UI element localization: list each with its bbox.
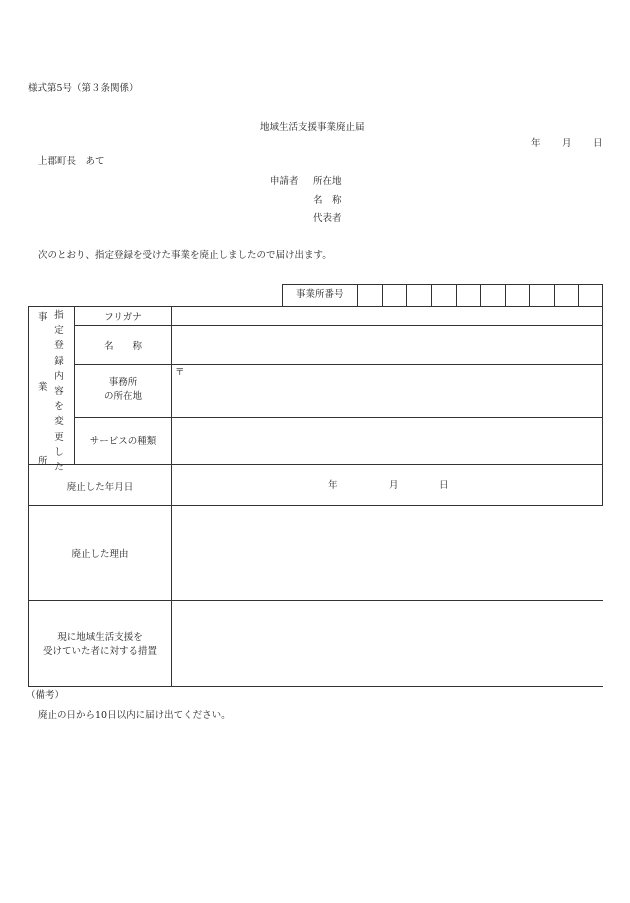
applicant-representative-label: 代表者 bbox=[313, 213, 342, 224]
abolition-date-label: 廃止した年月日 bbox=[66, 482, 134, 493]
remarks-text: 廃止の日から10日以内に届け出てください。 bbox=[38, 710, 231, 721]
service-type-label: サービスの種類 bbox=[89, 436, 157, 447]
abolition-year-label: 年 bbox=[328, 480, 338, 491]
office-address-field[interactable] bbox=[182, 365, 602, 417]
date-month-label: 月 bbox=[562, 138, 572, 149]
postal-mark: 〒 bbox=[175, 367, 185, 378]
name-field[interactable] bbox=[172, 326, 602, 364]
section-label-left-1: 事 bbox=[38, 312, 48, 323]
measures-label: 現に地域生活支援を 受けていた者に対する措置 bbox=[42, 632, 157, 657]
abolition-month-label: 月 bbox=[389, 480, 399, 491]
service-type-field[interactable] bbox=[172, 418, 602, 464]
measures-field[interactable] bbox=[172, 601, 602, 686]
furigana-label: フリガナ bbox=[104, 312, 142, 323]
name-label: 名 称 bbox=[103, 341, 142, 352]
office-number-digit-field[interactable] bbox=[359, 287, 379, 303]
abolition-reason-label: 廃止した理由 bbox=[71, 549, 129, 560]
date-year-label: 年 bbox=[531, 138, 541, 149]
date-day-label: 日 bbox=[593, 138, 603, 149]
applicant-label: 申請者 bbox=[270, 176, 299, 187]
furigana-field[interactable] bbox=[172, 307, 602, 325]
statement-text: 次のとおり、指定登録を受けた事業を廃止しましたので届け出ます。 bbox=[38, 250, 332, 261]
remarks-label: （備考） bbox=[26, 690, 65, 701]
abolition-reason-field[interactable] bbox=[172, 506, 602, 600]
office-number-label: 事業所番号 bbox=[296, 289, 344, 300]
form-number: 様式第5号（第３条関係） bbox=[28, 83, 139, 94]
applicant-address-label: 所在地 bbox=[313, 176, 342, 187]
section-label-left-3: 所 bbox=[38, 456, 48, 467]
document-title: 地域生活支援事業廃止届 bbox=[260, 122, 365, 133]
section-label-left-2: 業 bbox=[38, 382, 48, 393]
applicant-name-label: 名 称 bbox=[313, 195, 342, 206]
section-label-right: 指 定 登 録 内 容 を 変 更 し た bbox=[54, 310, 64, 474]
abolition-day-label: 日 bbox=[439, 480, 449, 491]
office-address-label: 事務所 の所在地 bbox=[103, 377, 142, 402]
addressee: 上郡町長 あて bbox=[38, 156, 105, 167]
